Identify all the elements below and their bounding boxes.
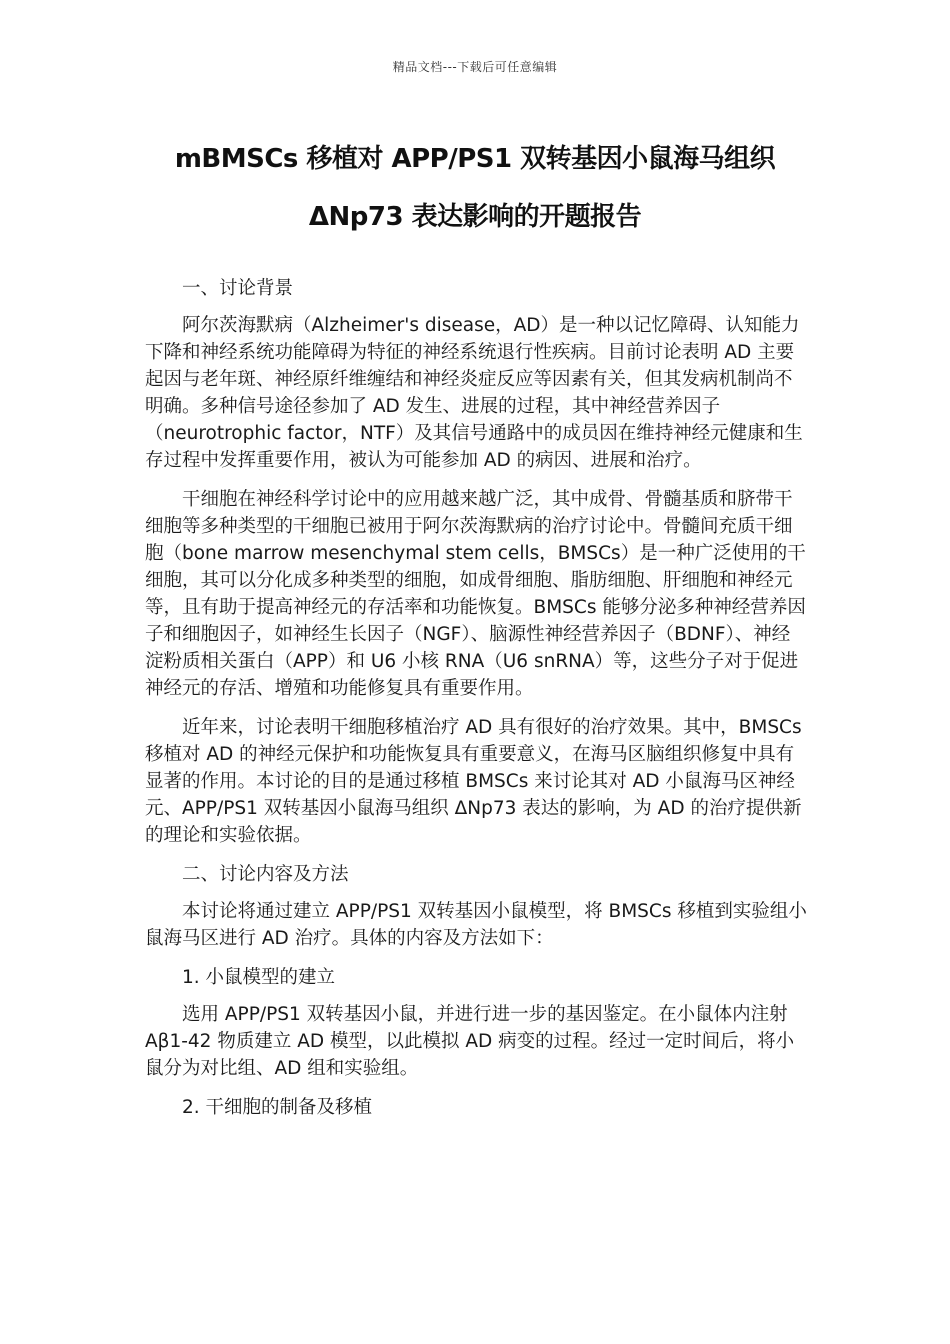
paragraph-background-1: 阿尔茨海默病（Alzheimer's disease，AD）是一种以记忆障碍、认知能力下降和神经系统功能障碍为特征的神经系统退行性疾病。目前讨论表明 AD 主要起因与老年斑、神经原纤维缠结和神经炎症反应等因素有关，但其发病机制尚不明确。多种信号途径参加了 AD 发生、进展的过程，其中神经营养因子（neurotrophic factor，NTF）及其信号通路中的成员因在维持神经元健康和生存过程中发挥重要作用，被认为可能参加 AD 的病因、进展和治疗。 xyxy=(145,315,803,471)
paragraph-mouse-model: 选用 APP/PS1 双转基因小鼠，并进行进一步的基因鉴定。在小鼠体内注射 Aβ1-42 物质建立 AD 模型，以此模拟 AD 病变的过程。经过一定时间后，将小鼠分为对比组、AD 组和实验组。 xyxy=(145,1004,795,1079)
subheading-mouse-model: 1. 小鼠模型的建立 xyxy=(182,967,336,988)
document-body xyxy=(145,275,807,1131)
paragraph-background-3: 近年来，讨论表明干细胞移植治疗 AD 具有很好的治疗效果。其中，BMSCs 移植对 AD 的神经元保护和功能恢复具有重要意义，在海马区脑组织修复中具有显著的作用。本讨论的目的是通过移植 BMSCs 来讨论其对 AD 小鼠海马区神经元、APP/PS1 双转基因小鼠海马组织 ΔNp73 表达的影响，为 AD 的治疗提供新的理论和实验依据。 xyxy=(145,717,802,846)
section-heading-background: 一、讨论背景 xyxy=(182,278,294,299)
paragraph-methods-intro: 本讨论将通过建立 APP/PS1 双转基因小鼠模型，将 BMSCs 移植到实验组小鼠海马区进行 AD 治疗。具体的内容及方法如下： xyxy=(145,901,807,949)
document-title-line-2: ΔNp73 表达影响的开题报告 xyxy=(308,202,642,232)
subheading-stem-cell-preparation: 2. 干细胞的制备及移植 xyxy=(182,1097,373,1118)
section-heading-methods: 二、讨论内容及方法 xyxy=(182,864,349,885)
header-note: 精品文档---下载后可任意编辑 xyxy=(392,60,558,74)
document-title-line-1: mBMSCs 移植对 APP/PS1 双转基因小鼠海马组织 xyxy=(174,144,776,174)
paragraph-background-2: 干细胞在神经科学讨论中的应用越来越广泛，其中成骨、骨髓基质和脐带干细胞等多种类型的干细胞已被用于阿尔茨海默病的治疗讨论中。骨髓间充质干细胞（bone marrow mesenchymal stem cells，BMSCs）是一种广泛使用的干细胞，其可以分化成多种类型的细胞，如成骨细胞、脂肪细胞、肝细胞和神经元等，且有助于提高神经元的存活率和功能恢复。BMSCs 能够分泌多种神经营养因子和细胞因子，如神经生长因子（NGF）、脑源性神经营养因子（BDNF）、神经淀粉质相关蛋白（APP）和 U6 小核 RNA（U6 snRNA）等，这些分子对于促进神经元的存活、增殖和功能修复具有重要作用。 xyxy=(145,489,806,699)
